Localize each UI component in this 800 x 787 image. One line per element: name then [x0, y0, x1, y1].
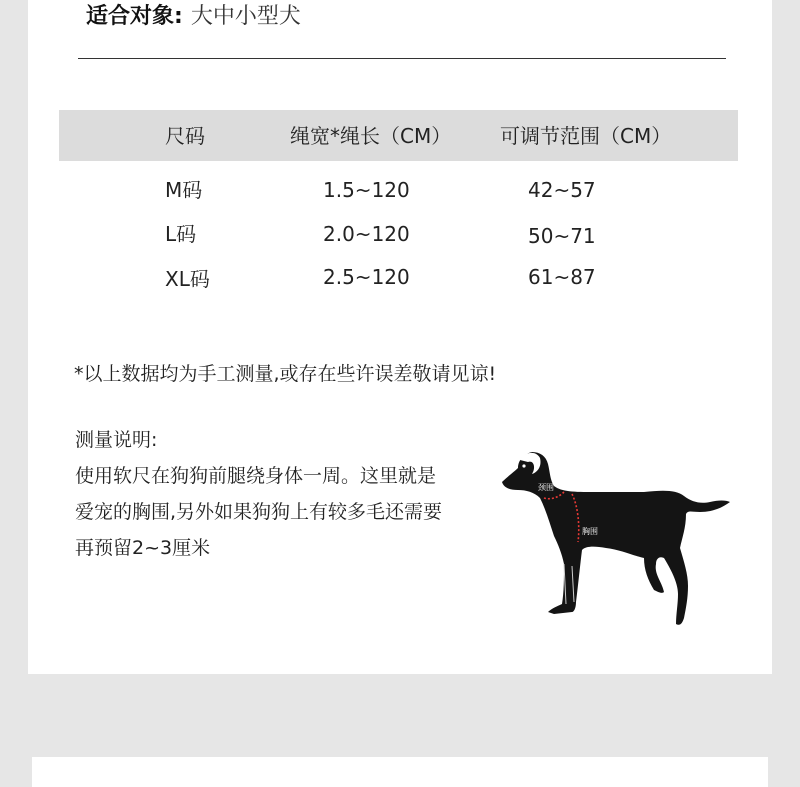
row-l-size: L码: [165, 222, 197, 246]
target-label: 适合对象:: [86, 4, 183, 29]
measure-line: 再预留2~3厘米: [75, 537, 211, 559]
header-size: 尺码: [165, 124, 205, 148]
header-rope: 绳宽*绳长（CM）: [290, 124, 452, 148]
measure-line: 使用软尺在狗狗前腿绕身体一周。这里就是: [75, 465, 437, 487]
row-l-range: 50~71: [528, 224, 596, 248]
row-l-rope: 2.0~120: [323, 222, 410, 246]
header-range: 可调节范围（CM）: [500, 124, 672, 148]
dog-silhouette: [502, 452, 730, 625]
row-xl-rope: 2.5~120: [323, 265, 410, 289]
target-value: 大中小型犬: [190, 4, 301, 29]
next-section-card: [32, 757, 768, 787]
dog-measurement-illustration: [494, 446, 734, 631]
dog-eye: [522, 464, 525, 467]
measure-instructions: [75, 426, 442, 570]
row-xl-range: 61~87: [528, 265, 596, 289]
target-audience: [86, 2, 301, 32]
disclaimer-note: *以上数据均为手工测量,或存在些许误差敬请见谅!: [74, 363, 497, 385]
row-m-range: 42~57: [528, 178, 596, 202]
row-xl-size: XL码: [165, 267, 210, 291]
row-m-rope: 1.5~120: [323, 178, 410, 202]
row-m-size: M码: [165, 178, 203, 202]
neck-label: 颈围: [538, 483, 554, 492]
divider: [78, 58, 726, 59]
measure-title: 测量说明:: [75, 429, 158, 451]
measure-line: 爱宠的胸围,另外如果狗狗上有较多毛还需要: [75, 501, 443, 523]
chest-label: 胸围: [582, 527, 598, 536]
